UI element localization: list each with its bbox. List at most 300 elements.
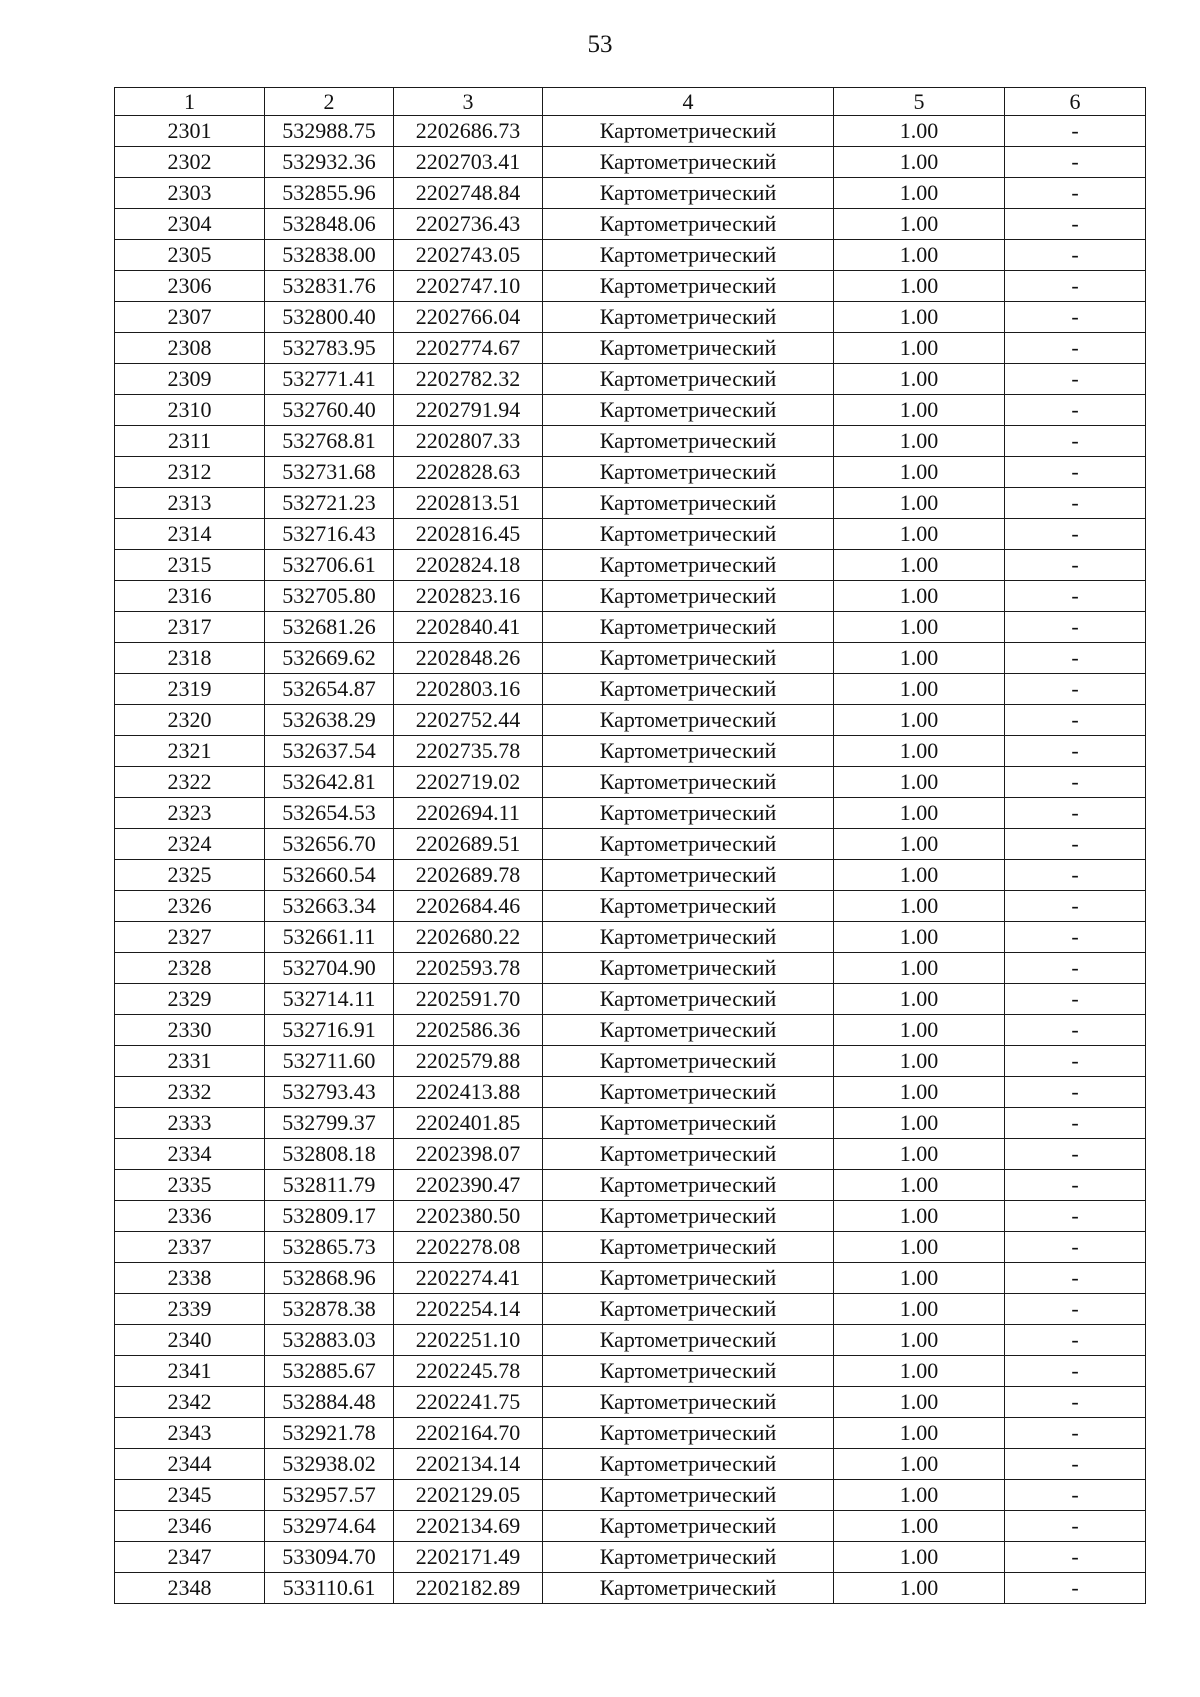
table-row xyxy=(115,736,1146,767)
y-coordinate-cell: 2202828.63 xyxy=(394,457,543,488)
accuracy-cell: 1.00 xyxy=(834,1325,1005,1356)
point-number-cell: 2340 xyxy=(115,1325,265,1356)
y-coordinate-cell: 2202134.69 xyxy=(394,1511,543,1542)
x-coordinate-cell: 532988.75 xyxy=(265,116,394,147)
x-coordinate-cell: 532711.60 xyxy=(265,1046,394,1077)
method-cell: Картометрический xyxy=(543,984,834,1015)
method-cell: Картометрический xyxy=(543,1480,834,1511)
accuracy-cell: 1.00 xyxy=(834,147,1005,178)
note-cell: - xyxy=(1005,147,1146,178)
point-number-cell: 2316 xyxy=(115,581,265,612)
point-number-cell: 2311 xyxy=(115,426,265,457)
accuracy-cell: 1.00 xyxy=(834,1294,1005,1325)
y-coordinate-cell: 2202278.08 xyxy=(394,1232,543,1263)
accuracy-cell: 1.00 xyxy=(834,116,1005,147)
point-number-cell: 2322 xyxy=(115,767,265,798)
y-coordinate-cell: 2202807.33 xyxy=(394,426,543,457)
table-row xyxy=(115,1077,1146,1108)
x-coordinate-cell: 532660.54 xyxy=(265,860,394,891)
method-cell: Картометрический xyxy=(543,457,834,488)
note-cell: - xyxy=(1005,984,1146,1015)
method-cell: Картометрический xyxy=(543,488,834,519)
y-coordinate-cell: 2202380.50 xyxy=(394,1201,543,1232)
point-number-cell: 2302 xyxy=(115,147,265,178)
method-cell: Картометрический xyxy=(543,1387,834,1418)
note-cell: - xyxy=(1005,1170,1146,1201)
note-cell: - xyxy=(1005,271,1146,302)
method-cell: Картометрический xyxy=(543,1449,834,1480)
method-cell: Картометрический xyxy=(543,1418,834,1449)
table-row xyxy=(115,674,1146,705)
y-coordinate-cell: 2202813.51 xyxy=(394,488,543,519)
table-row xyxy=(115,860,1146,891)
x-coordinate-cell: 532883.03 xyxy=(265,1325,394,1356)
method-cell: Картометрический xyxy=(543,116,834,147)
y-coordinate-cell: 2202254.14 xyxy=(394,1294,543,1325)
accuracy-cell: 1.00 xyxy=(834,953,1005,984)
column-header-5: 5 xyxy=(834,88,1005,116)
method-cell: Картометрический xyxy=(543,705,834,736)
point-number-cell: 2348 xyxy=(115,1573,265,1604)
y-coordinate-cell: 2202413.88 xyxy=(394,1077,543,1108)
x-coordinate-cell: 532706.61 xyxy=(265,550,394,581)
accuracy-cell: 1.00 xyxy=(834,333,1005,364)
note-cell: - xyxy=(1005,1325,1146,1356)
column-header-2: 2 xyxy=(265,88,394,116)
x-coordinate-cell: 532642.81 xyxy=(265,767,394,798)
method-cell: Картометрический xyxy=(543,736,834,767)
accuracy-cell: 1.00 xyxy=(834,767,1005,798)
point-number-cell: 2328 xyxy=(115,953,265,984)
note-cell: - xyxy=(1005,922,1146,953)
x-coordinate-cell: 532799.37 xyxy=(265,1108,394,1139)
table-row xyxy=(115,581,1146,612)
point-number-cell: 2309 xyxy=(115,364,265,395)
accuracy-cell: 1.00 xyxy=(834,1201,1005,1232)
method-cell: Картометрический xyxy=(543,1170,834,1201)
accuracy-cell: 1.00 xyxy=(834,302,1005,333)
point-number-cell: 2347 xyxy=(115,1542,265,1573)
note-cell: - xyxy=(1005,364,1146,395)
table-row xyxy=(115,116,1146,147)
table-row xyxy=(115,1325,1146,1356)
point-number-cell: 2315 xyxy=(115,550,265,581)
accuracy-cell: 1.00 xyxy=(834,736,1005,767)
accuracy-cell: 1.00 xyxy=(834,705,1005,736)
table-header xyxy=(115,88,1146,116)
accuracy-cell: 1.00 xyxy=(834,550,1005,581)
method-cell: Картометрический xyxy=(543,891,834,922)
method-cell: Картометрический xyxy=(543,1046,834,1077)
method-cell: Картометрический xyxy=(543,1573,834,1604)
point-number-cell: 2306 xyxy=(115,271,265,302)
x-coordinate-cell: 532704.90 xyxy=(265,953,394,984)
x-coordinate-cell: 532681.26 xyxy=(265,612,394,643)
table-row xyxy=(115,395,1146,426)
note-cell: - xyxy=(1005,178,1146,209)
y-coordinate-cell: 2202748.84 xyxy=(394,178,543,209)
table-row xyxy=(115,1139,1146,1170)
note-cell: - xyxy=(1005,1387,1146,1418)
point-number-cell: 2345 xyxy=(115,1480,265,1511)
note-cell: - xyxy=(1005,1046,1146,1077)
method-cell: Картометрический xyxy=(543,395,834,426)
accuracy-cell: 1.00 xyxy=(834,674,1005,705)
point-number-cell: 2330 xyxy=(115,1015,265,1046)
point-number-cell: 2305 xyxy=(115,240,265,271)
point-number-cell: 2308 xyxy=(115,333,265,364)
accuracy-cell: 1.00 xyxy=(834,488,1005,519)
x-coordinate-cell: 532878.38 xyxy=(265,1294,394,1325)
method-cell: Картометрический xyxy=(543,302,834,333)
y-coordinate-cell: 2202686.73 xyxy=(394,116,543,147)
y-coordinate-cell: 2202848.26 xyxy=(394,643,543,674)
point-number-cell: 2344 xyxy=(115,1449,265,1480)
note-cell: - xyxy=(1005,643,1146,674)
point-number-cell: 2304 xyxy=(115,209,265,240)
accuracy-cell: 1.00 xyxy=(834,1542,1005,1573)
point-number-cell: 2326 xyxy=(115,891,265,922)
method-cell: Картометрический xyxy=(543,798,834,829)
table-row xyxy=(115,953,1146,984)
note-cell: - xyxy=(1005,1356,1146,1387)
x-coordinate-cell: 533110.61 xyxy=(265,1573,394,1604)
point-number-cell: 2320 xyxy=(115,705,265,736)
note-cell: - xyxy=(1005,798,1146,829)
y-coordinate-cell: 2202579.88 xyxy=(394,1046,543,1077)
point-number-cell: 2327 xyxy=(115,922,265,953)
table-row xyxy=(115,1449,1146,1480)
x-coordinate-cell: 532669.62 xyxy=(265,643,394,674)
accuracy-cell: 1.00 xyxy=(834,1046,1005,1077)
accuracy-cell: 1.00 xyxy=(834,1356,1005,1387)
note-cell: - xyxy=(1005,240,1146,271)
note-cell: - xyxy=(1005,1418,1146,1449)
x-coordinate-cell: 532932.36 xyxy=(265,147,394,178)
point-number-cell: 2338 xyxy=(115,1263,265,1294)
method-cell: Картометрический xyxy=(543,550,834,581)
note-cell: - xyxy=(1005,209,1146,240)
table-row xyxy=(115,1232,1146,1263)
method-cell: Картометрический xyxy=(543,1139,834,1170)
table-row xyxy=(115,1201,1146,1232)
x-coordinate-cell: 532716.43 xyxy=(265,519,394,550)
x-coordinate-cell: 532800.40 xyxy=(265,302,394,333)
point-number-cell: 2313 xyxy=(115,488,265,519)
accuracy-cell: 1.00 xyxy=(834,860,1005,891)
point-number-cell: 2332 xyxy=(115,1077,265,1108)
column-header-4: 4 xyxy=(543,88,834,116)
y-coordinate-cell: 2202694.11 xyxy=(394,798,543,829)
y-coordinate-cell: 2202766.04 xyxy=(394,302,543,333)
note-cell: - xyxy=(1005,1573,1146,1604)
method-cell: Картометрический xyxy=(543,612,834,643)
table-row xyxy=(115,147,1146,178)
y-coordinate-cell: 2202390.47 xyxy=(394,1170,543,1201)
table-row xyxy=(115,1108,1146,1139)
method-cell: Картометрический xyxy=(543,1015,834,1046)
x-coordinate-cell: 532884.48 xyxy=(265,1387,394,1418)
table-row xyxy=(115,271,1146,302)
table-row xyxy=(115,333,1146,364)
accuracy-cell: 1.00 xyxy=(834,519,1005,550)
x-coordinate-cell: 532848.06 xyxy=(265,209,394,240)
x-coordinate-cell: 532638.29 xyxy=(265,705,394,736)
y-coordinate-cell: 2202251.10 xyxy=(394,1325,543,1356)
column-header-3: 3 xyxy=(394,88,543,116)
note-cell: - xyxy=(1005,1542,1146,1573)
x-coordinate-cell: 532974.64 xyxy=(265,1511,394,1542)
y-coordinate-cell: 2202164.70 xyxy=(394,1418,543,1449)
note-cell: - xyxy=(1005,1201,1146,1232)
note-cell: - xyxy=(1005,1263,1146,1294)
y-coordinate-cell: 2202689.51 xyxy=(394,829,543,860)
y-coordinate-cell: 2202593.78 xyxy=(394,953,543,984)
note-cell: - xyxy=(1005,581,1146,612)
note-cell: - xyxy=(1005,829,1146,860)
table-row xyxy=(115,1418,1146,1449)
x-coordinate-cell: 532661.11 xyxy=(265,922,394,953)
y-coordinate-cell: 2202735.78 xyxy=(394,736,543,767)
table-row xyxy=(115,643,1146,674)
y-coordinate-cell: 2202171.49 xyxy=(394,1542,543,1573)
y-coordinate-cell: 2202591.70 xyxy=(394,984,543,1015)
point-number-cell: 2319 xyxy=(115,674,265,705)
table-row xyxy=(115,984,1146,1015)
note-cell: - xyxy=(1005,1480,1146,1511)
method-cell: Картометрический xyxy=(543,922,834,953)
table-row xyxy=(115,178,1146,209)
note-cell: - xyxy=(1005,891,1146,922)
method-cell: Картометрический xyxy=(543,426,834,457)
table-row xyxy=(115,209,1146,240)
table-row xyxy=(115,1170,1146,1201)
x-coordinate-cell: 532721.23 xyxy=(265,488,394,519)
table-row xyxy=(115,1542,1146,1573)
accuracy-cell: 1.00 xyxy=(834,426,1005,457)
note-cell: - xyxy=(1005,674,1146,705)
accuracy-cell: 1.00 xyxy=(834,1449,1005,1480)
method-cell: Картометрический xyxy=(543,209,834,240)
y-coordinate-cell: 2202703.41 xyxy=(394,147,543,178)
point-number-cell: 2342 xyxy=(115,1387,265,1418)
y-coordinate-cell: 2202245.78 xyxy=(394,1356,543,1387)
point-number-cell: 2312 xyxy=(115,457,265,488)
y-coordinate-cell: 2202401.85 xyxy=(394,1108,543,1139)
note-cell: - xyxy=(1005,519,1146,550)
method-cell: Картометрический xyxy=(543,147,834,178)
point-number-cell: 2317 xyxy=(115,612,265,643)
method-cell: Картометрический xyxy=(543,643,834,674)
x-coordinate-cell: 532716.91 xyxy=(265,1015,394,1046)
y-coordinate-cell: 2202774.67 xyxy=(394,333,543,364)
table-row xyxy=(115,705,1146,736)
point-number-cell: 2336 xyxy=(115,1201,265,1232)
note-cell: - xyxy=(1005,302,1146,333)
accuracy-cell: 1.00 xyxy=(834,643,1005,674)
method-cell: Картометрический xyxy=(543,1263,834,1294)
method-cell: Картометрический xyxy=(543,1294,834,1325)
x-coordinate-cell: 532938.02 xyxy=(265,1449,394,1480)
table-row xyxy=(115,829,1146,860)
table-row xyxy=(115,550,1146,581)
y-coordinate-cell: 2202680.22 xyxy=(394,922,543,953)
table-row xyxy=(115,922,1146,953)
accuracy-cell: 1.00 xyxy=(834,178,1005,209)
y-coordinate-cell: 2202736.43 xyxy=(394,209,543,240)
table-row xyxy=(115,798,1146,829)
method-cell: Картометрический xyxy=(543,1511,834,1542)
note-cell: - xyxy=(1005,333,1146,364)
point-number-cell: 2318 xyxy=(115,643,265,674)
point-number-cell: 2329 xyxy=(115,984,265,1015)
accuracy-cell: 1.00 xyxy=(834,581,1005,612)
y-coordinate-cell: 2202782.32 xyxy=(394,364,543,395)
note-cell: - xyxy=(1005,1015,1146,1046)
table-row xyxy=(115,1480,1146,1511)
x-coordinate-cell: 532760.40 xyxy=(265,395,394,426)
x-coordinate-cell: 532705.80 xyxy=(265,581,394,612)
accuracy-cell: 1.00 xyxy=(834,1108,1005,1139)
x-coordinate-cell: 532654.87 xyxy=(265,674,394,705)
x-coordinate-cell: 532654.53 xyxy=(265,798,394,829)
y-coordinate-cell: 2202747.10 xyxy=(394,271,543,302)
note-cell: - xyxy=(1005,395,1146,426)
accuracy-cell: 1.00 xyxy=(834,240,1005,271)
method-cell: Картометрический xyxy=(543,364,834,395)
table-row xyxy=(115,891,1146,922)
y-coordinate-cell: 2202689.78 xyxy=(394,860,543,891)
y-coordinate-cell: 2202274.41 xyxy=(394,1263,543,1294)
table-body xyxy=(115,116,1146,1604)
accuracy-cell: 1.00 xyxy=(834,364,1005,395)
accuracy-cell: 1.00 xyxy=(834,457,1005,488)
note-cell: - xyxy=(1005,457,1146,488)
accuracy-cell: 1.00 xyxy=(834,1077,1005,1108)
accuracy-cell: 1.00 xyxy=(834,1387,1005,1418)
x-coordinate-cell: 532809.17 xyxy=(265,1201,394,1232)
table-row xyxy=(115,488,1146,519)
x-coordinate-cell: 533094.70 xyxy=(265,1542,394,1573)
point-number-cell: 2314 xyxy=(115,519,265,550)
point-number-cell: 2346 xyxy=(115,1511,265,1542)
x-coordinate-cell: 532656.70 xyxy=(265,829,394,860)
accuracy-cell: 1.00 xyxy=(834,1263,1005,1294)
y-coordinate-cell: 2202586.36 xyxy=(394,1015,543,1046)
method-cell: Картометрический xyxy=(543,674,834,705)
x-coordinate-cell: 532771.41 xyxy=(265,364,394,395)
point-number-cell: 2325 xyxy=(115,860,265,891)
y-coordinate-cell: 2202840.41 xyxy=(394,612,543,643)
x-coordinate-cell: 532731.68 xyxy=(265,457,394,488)
y-coordinate-cell: 2202398.07 xyxy=(394,1139,543,1170)
point-number-cell: 2341 xyxy=(115,1356,265,1387)
accuracy-cell: 1.00 xyxy=(834,1511,1005,1542)
point-number-cell: 2310 xyxy=(115,395,265,426)
table-row xyxy=(115,457,1146,488)
table-row xyxy=(115,1573,1146,1604)
x-coordinate-cell: 532831.76 xyxy=(265,271,394,302)
point-number-cell: 2333 xyxy=(115,1108,265,1139)
table-row xyxy=(115,1294,1146,1325)
x-coordinate-cell: 532957.57 xyxy=(265,1480,394,1511)
note-cell: - xyxy=(1005,1077,1146,1108)
method-cell: Картометрический xyxy=(543,1201,834,1232)
y-coordinate-cell: 2202182.89 xyxy=(394,1573,543,1604)
accuracy-cell: 1.00 xyxy=(834,1480,1005,1511)
note-cell: - xyxy=(1005,1139,1146,1170)
method-cell: Картометрический xyxy=(543,240,834,271)
method-cell: Картометрический xyxy=(543,1077,834,1108)
y-coordinate-cell: 2202803.16 xyxy=(394,674,543,705)
page-number: 53 xyxy=(587,31,613,58)
table-row xyxy=(115,1387,1146,1418)
x-coordinate-cell: 532808.18 xyxy=(265,1139,394,1170)
accuracy-cell: 1.00 xyxy=(834,1139,1005,1170)
method-cell: Картометрический xyxy=(543,271,834,302)
method-cell: Картометрический xyxy=(543,860,834,891)
accuracy-cell: 1.00 xyxy=(834,891,1005,922)
table-row xyxy=(115,1046,1146,1077)
table-row xyxy=(115,767,1146,798)
method-cell: Картометрический xyxy=(543,953,834,984)
x-coordinate-cell: 532885.67 xyxy=(265,1356,394,1387)
method-cell: Картометрический xyxy=(543,767,834,798)
x-coordinate-cell: 532783.95 xyxy=(265,333,394,364)
accuracy-cell: 1.00 xyxy=(834,798,1005,829)
point-number-cell: 2301 xyxy=(115,116,265,147)
note-cell: - xyxy=(1005,550,1146,581)
point-number-cell: 2334 xyxy=(115,1139,265,1170)
method-cell: Картометрический xyxy=(543,1356,834,1387)
method-cell: Картометрический xyxy=(543,1108,834,1139)
y-coordinate-cell: 2202129.05 xyxy=(394,1480,543,1511)
x-coordinate-cell: 532793.43 xyxy=(265,1077,394,1108)
note-cell: - xyxy=(1005,612,1146,643)
point-number-cell: 2303 xyxy=(115,178,265,209)
method-cell: Картометрический xyxy=(543,581,834,612)
method-cell: Картометрический xyxy=(543,1232,834,1263)
y-coordinate-cell: 2202134.14 xyxy=(394,1449,543,1480)
accuracy-cell: 1.00 xyxy=(834,984,1005,1015)
x-coordinate-cell: 532868.96 xyxy=(265,1263,394,1294)
y-coordinate-cell: 2202752.44 xyxy=(394,705,543,736)
point-number-cell: 2337 xyxy=(115,1232,265,1263)
method-cell: Картометрический xyxy=(543,178,834,209)
note-cell: - xyxy=(1005,1232,1146,1263)
x-coordinate-cell: 532663.34 xyxy=(265,891,394,922)
accuracy-cell: 1.00 xyxy=(834,271,1005,302)
accuracy-cell: 1.00 xyxy=(834,829,1005,860)
note-cell: - xyxy=(1005,953,1146,984)
point-number-cell: 2339 xyxy=(115,1294,265,1325)
x-coordinate-cell: 532865.73 xyxy=(265,1232,394,1263)
header-row xyxy=(115,88,1146,116)
table-row xyxy=(115,1015,1146,1046)
accuracy-cell: 1.00 xyxy=(834,1232,1005,1263)
method-cell: Картометрический xyxy=(543,333,834,364)
x-coordinate-cell: 532838.00 xyxy=(265,240,394,271)
y-coordinate-cell: 2202719.02 xyxy=(394,767,543,798)
table-row xyxy=(115,1263,1146,1294)
accuracy-cell: 1.00 xyxy=(834,1170,1005,1201)
y-coordinate-cell: 2202241.75 xyxy=(394,1387,543,1418)
y-coordinate-cell: 2202684.46 xyxy=(394,891,543,922)
note-cell: - xyxy=(1005,1511,1146,1542)
accuracy-cell: 1.00 xyxy=(834,922,1005,953)
coordinates-table xyxy=(114,87,1146,1604)
y-coordinate-cell: 2202823.16 xyxy=(394,581,543,612)
